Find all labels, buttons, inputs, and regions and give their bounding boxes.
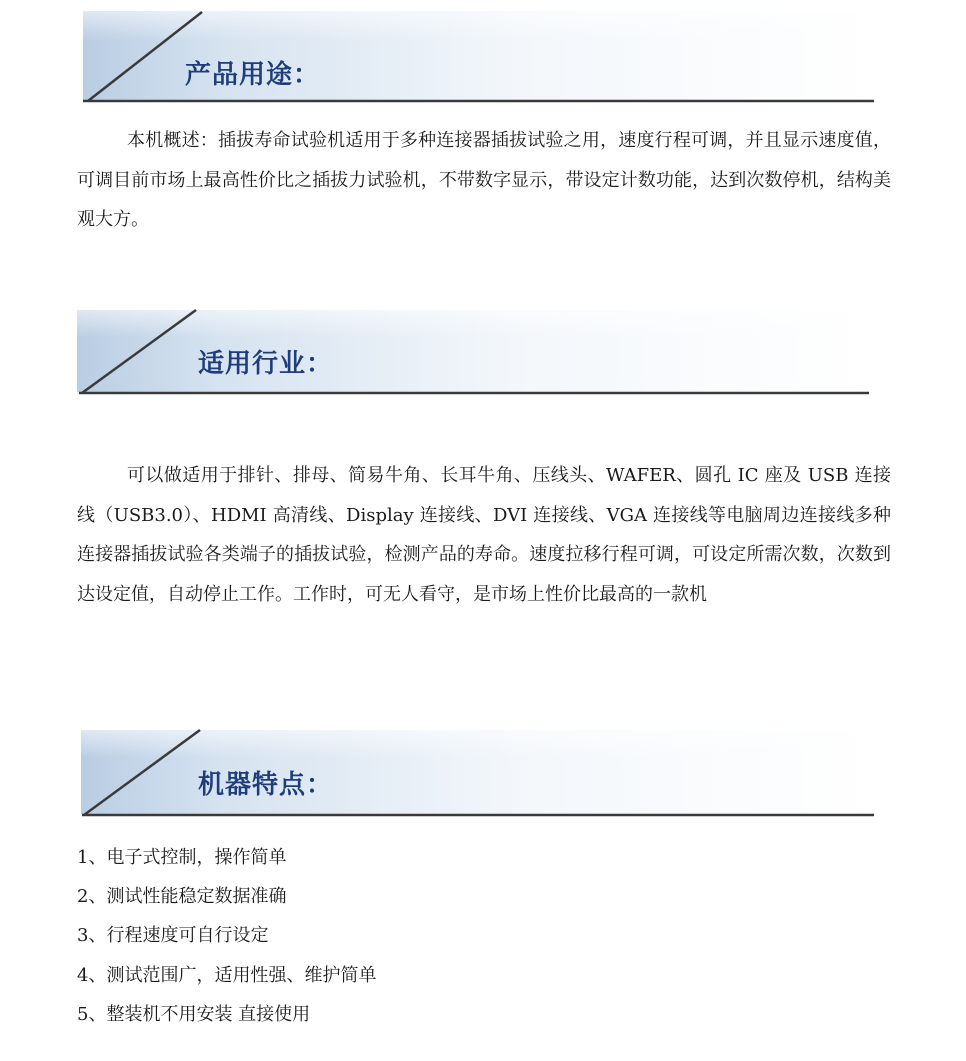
- list-item: 5、整装机不用安装 直接使用: [77, 1003, 311, 1025]
- section-header-features: [0, 722, 966, 822]
- list-item: 4、测试范围广，适用性强、维护简单: [77, 964, 377, 986]
- section-header-usage: [0, 0, 966, 110]
- list-item: 3、行程速度可自行设定: [77, 925, 269, 947]
- usage-paragraph: 本机概述：插拔寿命试验机适用于多种连接器插拔试验之用，速度行程可调，并且显示速度值，可调目前市场上最高性价比之插拔力试验机，不带数字显示，带设定计数功能，达到次数停机，结构美观大方。: [77, 130, 891, 230]
- industry-paragraph: 可以做适用于排针、排母、简易牛角、长耳牛角、压线头、WAFER、圆孔 IC 座及 USB 连接线（USB3.0）、HDMI 高清线、Display 连接线、DVI 连接线、VGA 连接线等电脑周边连接线多种连接器插拔试验各类端子的插拔试验，检测产品的寿命。速度拉移行程可调，可设定所需次数，次数到达设定值，自动停止工作。工作时，可无人看守，是市场上性价比最高的一款机: [77, 465, 891, 605]
- section-title: 适用行业：: [198, 349, 334, 379]
- section-header-industry: [0, 300, 966, 400]
- section-header-graphic: [0, 0, 966, 110]
- list-item: 2、测试性能稳定数据准确: [77, 886, 287, 908]
- section-title: 产品用途：: [185, 60, 321, 90]
- section-title: 机器特点：: [198, 770, 334, 800]
- section-header-graphic: [0, 722, 966, 822]
- list-item: 1、电子式控制，操作简单: [77, 847, 287, 868]
- section-header-graphic: [0, 300, 966, 400]
- feature-list: [77, 838, 376, 1034]
